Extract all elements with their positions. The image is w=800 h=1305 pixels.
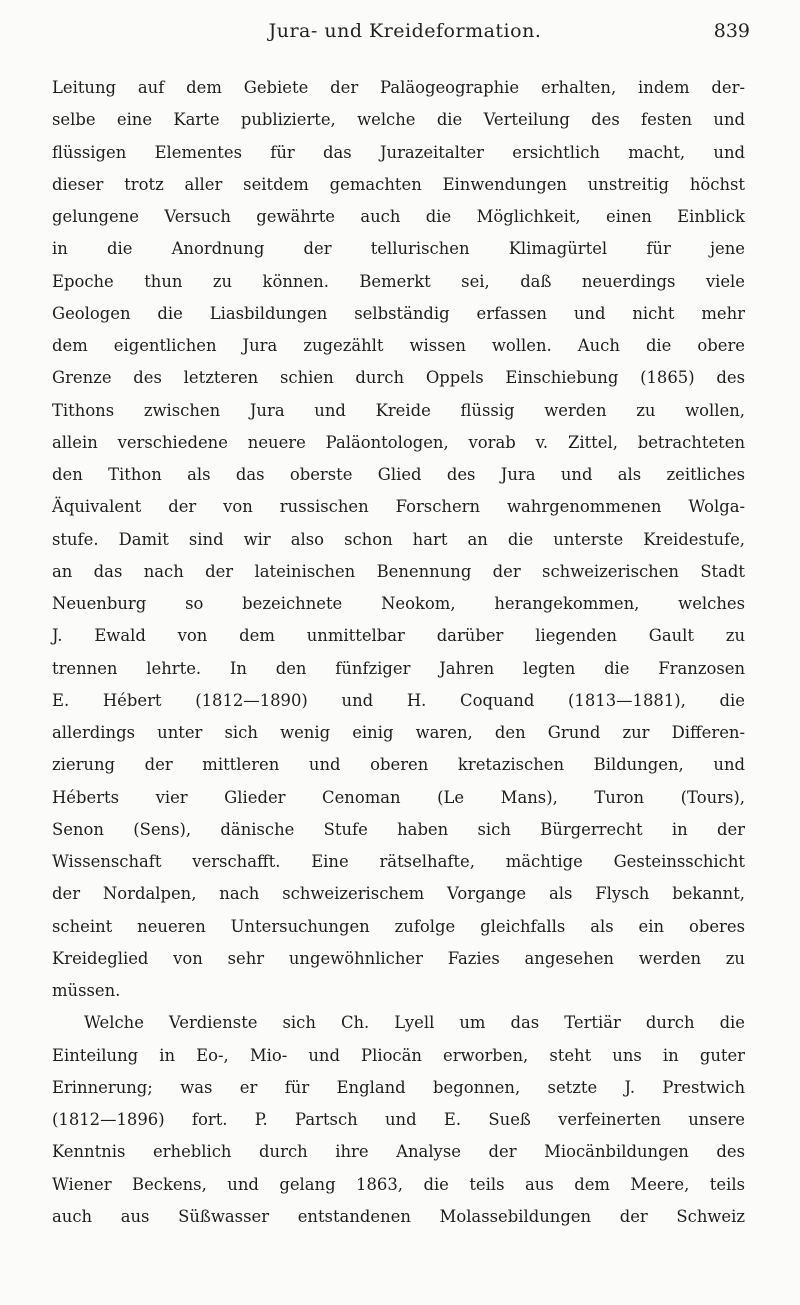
text-line: der Nordalpen, nach schweizerischem Vorgange als Flysch bekannt, bbox=[52, 884, 745, 904]
text-line: E. Hébert (1812—1890) und H. Coquand (1813—1881), die bbox=[52, 690, 745, 710]
paragraph bbox=[52, 72, 745, 1007]
page-header bbox=[60, 20, 750, 50]
text-line: Epoche thun zu können. Bemerkt sei, daß neuerdings viele bbox=[52, 271, 745, 291]
text-line: Wissenschaft verschafft. Eine rätselhafte, mächtige Gesteinsschicht bbox=[52, 852, 745, 871]
text-line: selbe eine Karte publizierte, welche die Verteilung des festen und bbox=[52, 110, 745, 130]
body-text bbox=[52, 72, 745, 1233]
text-line: Kreideglied von sehr ungewöhnlicher Fazies angesehen werden zu bbox=[52, 948, 745, 968]
text-line: trennen lehrte. In den fünfziger Jahren legten die Franzosen bbox=[52, 658, 745, 678]
text-line: Senon (Sens), dänische Stufe haben sich Bürgerrecht in der bbox=[52, 819, 745, 839]
paragraph bbox=[52, 1007, 745, 1233]
text-line: gelungene Versuch gewährte auch die Möglichkeit, einen Einblick bbox=[52, 207, 745, 226]
text-line: Tithons zwischen Jura und Kreide flüssig werden zu wollen, bbox=[52, 400, 745, 420]
text-line: Äquivalent der von russischen Forschern wahrgenommenen Wolga- bbox=[52, 497, 745, 517]
text-line: Geologen die Liasbildungen selbständig erfassen und nicht mehr bbox=[52, 303, 745, 323]
text-line: allein verschiedene neuere Paläontologen, vorab v. Zittel, betrachteten bbox=[52, 432, 745, 452]
text-line: Wiener Beckens, und gelang 1863, die teils aus dem Meere, teils bbox=[52, 1174, 745, 1194]
running-title: Jura- und Kreideformation. bbox=[268, 20, 542, 42]
text-line: Erinnerung; was er für England begonnen, setzte J. Prestwich bbox=[52, 1077, 745, 1097]
text-line: Kenntnis erheblich durch ihre Analyse der Miocänbildungen des bbox=[52, 1142, 745, 1162]
text-line: müssen. bbox=[52, 981, 121, 1000]
text-line: J. Ewald von dem unmittelbar darüber liegenden Gault zu bbox=[52, 626, 745, 646]
text-line: (1812—1896) fort. P. Partsch und E. Sueß verfeinerten unsere bbox=[52, 1110, 745, 1129]
text-line: dem eigentlichen Jura zugezählt wissen wollen. Auch die obere bbox=[52, 336, 745, 355]
text-line: stufe. Damit sind wir also schon hart an die unterste Kreidestufe, bbox=[52, 529, 745, 549]
text-line: auch aus Süßwasser entstandenen Molassebildungen der Schweiz bbox=[52, 1206, 745, 1226]
text-line: scheint neueren Untersuchungen zufolge gleichfalls als ein oberes bbox=[52, 916, 745, 936]
text-line: Héberts vier Glieder Cenoman (Le Mans), Turon (Tours), bbox=[52, 787, 745, 807]
text-line: Grenze des letzteren schien durch Oppels Einschiebung (1865) des bbox=[52, 368, 745, 388]
text-line: an das nach der lateinischen Benennung der schweizerischen Stadt bbox=[52, 561, 745, 581]
page-number: 839 bbox=[713, 20, 750, 42]
text-line: allerdings unter sich wenig einig waren, den Grund zur Differen- bbox=[52, 723, 745, 742]
text-line: Welche Verdienste sich Ch. Lyell um das Tertiär durch die bbox=[84, 1013, 745, 1033]
text-line: Neuenburg so bezeichnete Neokom, herangekommen, welches bbox=[52, 594, 745, 613]
text-line: Leitung auf dem Gebiete der Paläogeographie erhalten, indem der- bbox=[52, 78, 745, 97]
text-line: Einteilung in Eo-, Mio- und Pliocän erworben, steht uns in guter bbox=[52, 1045, 745, 1065]
text-line: zierung der mittleren und oberen kretazischen Bildungen, und bbox=[52, 755, 745, 775]
text-line: den Tithon als das oberste Glied des Jura und als zeitliches bbox=[52, 465, 745, 484]
text-line: in die Anordnung der tellurischen Klimagürtel für jene bbox=[52, 239, 745, 259]
text-line: flüssigen Elementes für das Jurazeitalter ersichtlich macht, und bbox=[52, 142, 745, 162]
text-line: dieser trotz aller seitdem gemachten Einwendungen unstreitig höchst bbox=[52, 174, 745, 194]
